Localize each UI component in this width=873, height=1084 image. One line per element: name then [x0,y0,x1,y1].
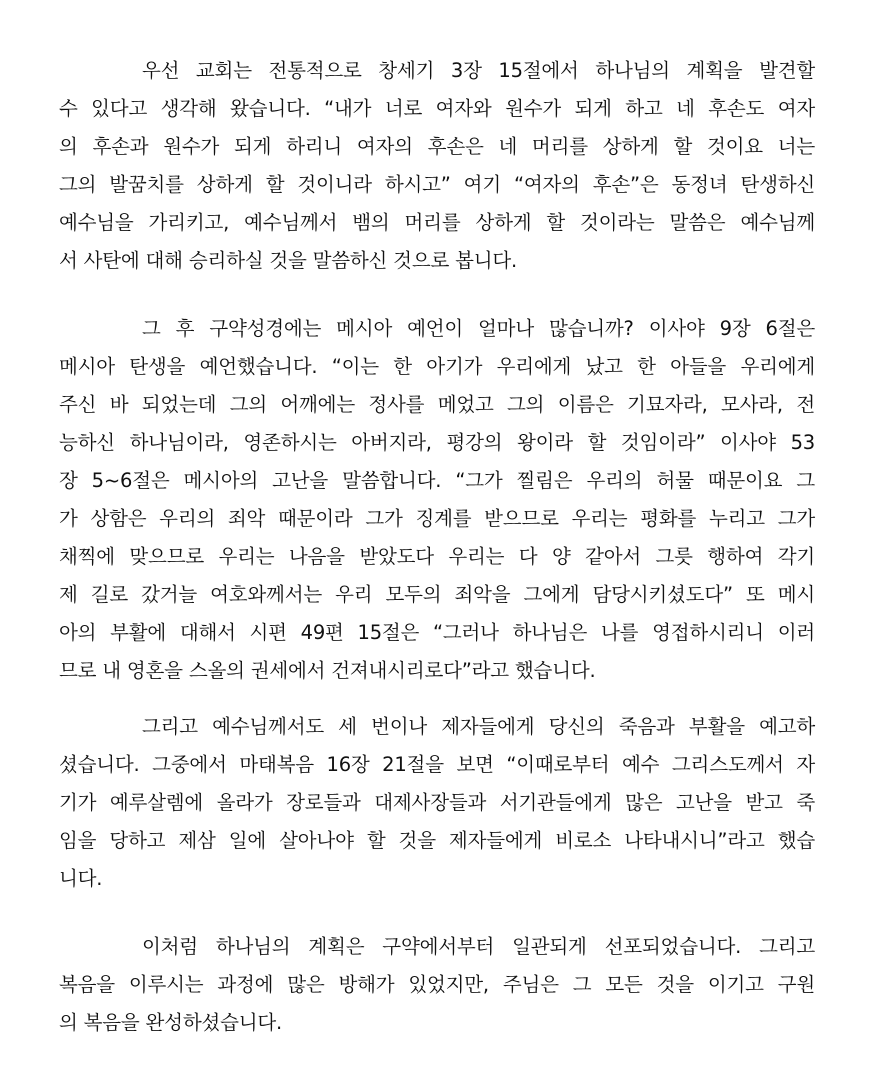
text-line: 그 후 구약성경에는 메시아 예언이 얼마나 많습니까? 이사야 9장 6절은 [142,317,815,340]
text-line: 서 사탄에 대해 승리하실 것을 말씀하신 것으로 봅니다. [59,249,518,272]
text-line: 의 복음을 완성하셨습니다. [59,1011,283,1034]
text-line: 장 5~6절은 메시아의 고난을 말씀합니다. “그가 찔림은 우리의 허물 때문이요 그 [59,469,815,492]
paragraph-1 [59,52,815,280]
text-line: 셨습니다. 그중에서 마태복음 16장 21절을 보면 “이때로부터 예수 그리스도께서 자 [59,753,815,776]
text-line: 주신 바 되었는데 그의 어깨에는 정사를 메었고 그의 이름은 기묘자라, 모사라, 전 [59,393,815,416]
text-line: 이처럼 하나님의 계획은 구약에서부터 일관되게 선포되었습니다. 그리고 [142,935,815,958]
text-line: 채찍에 맞으므로 우리는 나음을 받았도다 우리는 다 양 같아서 그릇 행하여 각기 [59,545,815,568]
text-line: 아의 부활에 대해서 시편 49편 15절은 “그러나 하나님은 나를 영접하시리니 이러 [59,621,815,644]
paragraph-3 [59,708,815,898]
text-line: 복음을 이루시는 과정에 많은 방해가 있었지만, 주님은 그 모든 것을 이기고 구원 [59,973,815,996]
paragraph-4 [59,928,815,1042]
text-line: 예수님을 가리키고, 예수님께서 뱀의 머리를 상하게 할 것이라는 말씀은 예수님께 [59,211,815,234]
text-line: 임을 당하고 제삼 일에 살아나야 할 것을 제자들에게 비로소 나타내시니”라고 했습 [59,829,815,852]
paragraph-2 [59,310,815,690]
text-line: 제 길로 갔거늘 여호와께서는 우리 모두의 죄악을 그에게 담당시키셨도다” 또 메시 [59,583,815,606]
text-line: 기가 예루살렘에 올라가 장로들과 대제사장들과 서기관들에게 많은 고난을 받고 죽 [59,791,815,814]
text-line: 메시아 탄생을 예언했습니다. “이는 한 아기가 우리에게 났고 한 아들을 우리에게 [59,355,815,378]
text-line: 므로 내 영혼을 스올의 권세에서 건져내시리로다”라고 했습니다. [59,659,596,682]
text-line: 가 상함은 우리의 죄악 때문이라 그가 징계를 받으므로 우리는 평화를 누리고 그가 [59,507,815,530]
text-line: 우선 교회는 전통적으로 창세기 3장 15절에서 하나님의 계획을 발견할 [142,59,815,82]
text-line: 능하신 하나님이라, 영존하시는 아버지라, 평강의 왕이라 할 것임이라” 이사야 53 [59,431,815,454]
text-line: 의 후손과 원수가 되게 하리니 여자의 후손은 네 머리를 상하게 할 것이요 너는 [59,135,815,158]
text-line: 그의 발꿈치를 상하게 할 것이니라 하시고” 여기 “여자의 후손”은 동정녀 탄생하신 [59,173,815,196]
text-line: 니다. [59,867,103,890]
text-line: 그리고 예수님께서도 세 번이나 제자들에게 당신의 죽음과 부활을 예고하 [142,715,815,738]
text-line: 수 있다고 생각해 왔습니다. “내가 너로 여자와 원수가 되게 하고 네 후손도 여자 [59,97,815,120]
